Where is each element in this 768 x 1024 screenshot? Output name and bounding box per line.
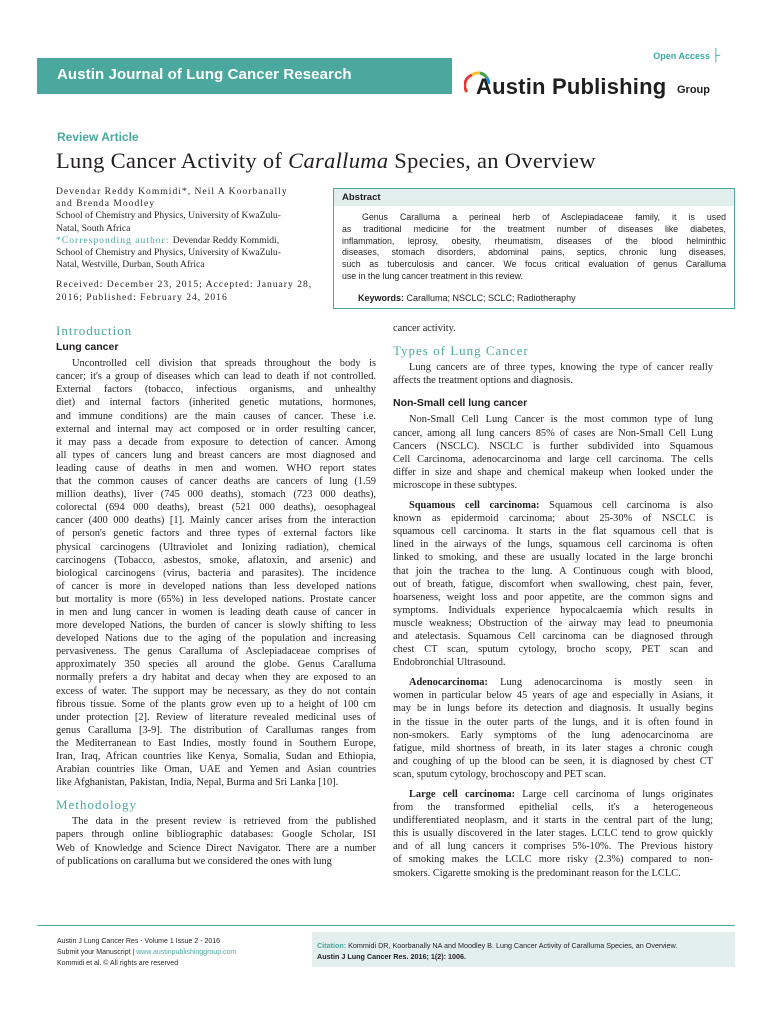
submit-link[interactable]: www.austinpublishinggroup.com: [136, 949, 237, 956]
text-line: Iran, Iraq, African countries like Kenya, Somalia, Sudan and Ethiopia,: [56, 751, 376, 762]
text-line: biological carcinogens (virus, bacteria and parasites). The incidence: [56, 567, 376, 579]
text-line: leading cause of deaths in men and women. WHO report states: [56, 462, 376, 474]
abstract-box: [333, 188, 735, 309]
text-line: Cell Carcinoma, adenocarcinoma and large cell carcinoma. The cells: [393, 453, 713, 465]
abstract-line: Genus Caralluma a perineal herb of Asclepiadaceae family, it is used: [362, 212, 726, 222]
text-line: linked to smoking, and these are usually located in the large bronchi: [393, 552, 713, 564]
text-line: microscope in these subtypes.: [393, 479, 518, 491]
text-line: known as epidermoid carcinoma; about 25-30% of NSCLC is: [393, 513, 713, 525]
text-line: fibrous tissue. Some of the plants grow even up to a height of 100 cm: [56, 698, 376, 710]
text-line: papers through online bibliographic databases: Google Scholar, ISI: [56, 829, 376, 841]
subsection-heading-lung-cancer: Lung cancer: [56, 341, 119, 354]
corresponding-author: *Corresponding author: Devendar Reddy Kommidi,: [56, 234, 280, 246]
squamous-paragraph: [393, 499, 713, 669]
text-line: women in particular below 45 years of age and especially in Asians, it: [393, 690, 713, 702]
text-line: external and internal may act composed or in order resulting cancer,: [56, 423, 376, 435]
corr-address-line: School of Chemistry and Physics, University of KwaZulu-: [56, 247, 281, 259]
section-heading-introduction: Introduction: [56, 323, 133, 338]
text-line: cancer; it's a group of diseases which can lead to death if not controlled.: [56, 371, 376, 383]
abstract-heading: Abstract: [342, 192, 381, 203]
text-line: cancer, among all lung cancers 85% of cases are Non-Small Cell Lung: [393, 427, 713, 439]
text-line: Squamous cell carcinoma: Squamous cell carcinoma is also: [409, 500, 713, 512]
text-line: Uncontrolled cell division that spreads throughout the body is: [72, 358, 376, 370]
dates-line: 2016; Published: February 24, 2016: [56, 291, 228, 303]
intro-paragraph: [56, 357, 376, 789]
text-line: smokers. Cigarette smoking is the predominant reason for the LCLC.: [393, 867, 681, 879]
subsection-heading-nsclc: Non-Small cell lung cancer: [393, 397, 528, 410]
text-line: that the common causes of cancer deaths are cancers of lung (1.59: [56, 476, 376, 488]
text-line: and coughing of up the blood can be seen, it is diagnosed by chest CT: [393, 755, 713, 767]
text-line: Large cell carcinoma: Large cell carcinoma of lungs originates: [409, 789, 713, 800]
text-line: that join the trachea to the lung. A Continuous cough with blood,: [393, 565, 713, 577]
citation-text: Citation: Kommidi DR, Koorbanally NA and Moodley B. Lung Cancer Activity of Caralluma Species, an Overview. Austin J Lung Cancer Res. 2016; 1(2): 1006.: [317, 941, 678, 961]
text-line: non-smokers. Early symptoms of the lung adenocarcinoma are: [393, 729, 713, 741]
text-line: Arabian countries like Oman, UAE and Yemen and Asian countries: [56, 764, 376, 776]
section-heading-types: Types of Lung Cancer: [393, 343, 529, 359]
text-line: scan, sputum cytology, brochoscopy and PET scan.: [393, 768, 606, 780]
text-line: in the tissue in the outer parts of the lungs, and it is often found in: [393, 716, 713, 728]
nsclc-paragraph: [393, 413, 713, 492]
abstract-line: such as tuberculosis and cancer. We focus critical evaluation of genus Caralluma: [342, 259, 726, 270]
keywords: Keywords: Caralluma; NSCLC; SCLC; Radiotheraphy: [358, 293, 576, 303]
text-line: excess of water. The support may be necessary, as they do not contain: [56, 685, 376, 697]
journal-banner: [37, 58, 452, 94]
dates-line: Received: December 23, 2015; Accepted: January 28,: [56, 279, 313, 291]
text-line: External factors (tobacco, infectious organisms, and unhealthy: [56, 384, 376, 396]
text-line: normally prefers a dry habitat and decay when they are exposed to an: [56, 672, 376, 684]
journal-name: Austin Journal of Lung Cancer Research: [57, 66, 352, 83]
publisher-group: Group: [677, 84, 710, 96]
author-line: Devendar Reddy Kommidi*, Neil A Koorbanally: [56, 186, 288, 197]
abstract-line: inflammation, leprosy, obesity, rheumatism, diseases of the blood helminthic: [342, 235, 726, 246]
abstract-line: diseases, stomach disorders, abdominal pains, septics, chronic lung diseases,: [342, 247, 726, 258]
text-line: of cancer is more in developed nations than less developed nations: [56, 580, 376, 592]
text-line: this is usually discovered in the later stages. LCLC tend to grow quickly: [393, 828, 713, 840]
text-line: colorectal (694 000 deaths), breast (521 000 deaths), oesophageal: [56, 502, 376, 514]
text-line: of person's genetic factors and three types of external factors like: [56, 528, 376, 540]
text-line: symptoms. Individuals experience hypocalcaemia which results in: [393, 604, 713, 616]
section-heading-methodology: Methodology: [56, 797, 138, 813]
text-line: chest CT scan, sputum cytology, brocho scopy, PET scan and: [393, 644, 713, 656]
text-line: developed Nations due to the aging of the population and increasing: [56, 633, 376, 645]
text-line: from the transformed epithelial cells, it's a heterogeneous: [393, 802, 713, 814]
article-title: Lung Cancer Activity of Caralluma Species, an Overview: [56, 148, 596, 173]
footer-rule: [37, 925, 735, 926]
left-column: [56, 322, 376, 868]
text-line: the Mediterranean to East Indies, mostly found in Southern Europe,: [56, 737, 376, 749]
article-type: Review Article: [57, 130, 139, 144]
text-line: in men and lung cancer in women is leading death cause of cancer in: [56, 606, 376, 618]
open-access-label: Open Access: [653, 51, 710, 61]
citation-box: [312, 932, 735, 967]
footer-journal-line: Austin J Lung Cancer Res - Volume 1 Issue 2 - 2016: [57, 938, 221, 945]
text-line: physical carcinogens (Ultraviolet and Ionizing radiation), chemical: [56, 541, 376, 553]
text-line: of smoking makes the LCLC more risky (2.3%) compared to non-: [393, 854, 713, 866]
text-line: million deaths), liver (745 000 deaths), stomach (723 000 deaths),: [56, 489, 376, 501]
text-line: pervasiveness. The genus Caralluma of Asclepiadaceae comprises of: [56, 646, 376, 658]
text-line: carcinogens (Tobacco, asbestos, smoke, aflatoxin, and arsenic) and: [56, 554, 376, 566]
author-line: and Brenda Moodley: [56, 198, 155, 210]
text-line: affects the treatment options and diagnosis.: [393, 375, 573, 387]
text-line: The data in the present review is retrieved from the published: [72, 816, 376, 828]
text-line: lined in the airways of the lungs, squamous cell carcinoma is often: [393, 539, 713, 551]
text-line: of publications on caralluma but we considered the ones with lung: [56, 855, 332, 867]
text-line: undifferentiated neoplasm, and it starts in the central part of the lung;: [393, 815, 713, 827]
text-line: under protection [2]. Review of literature revealed medicinal uses of: [56, 711, 376, 723]
text-line: out of breath, fatigue, discomfort when swallowing, chest pain, fever,: [393, 578, 713, 590]
text-line: and of all lung cancers it comprises 5%-10%. The Previous history: [393, 841, 713, 853]
abstract-line: as traditional medicine for the treatment number of diseases like diabetes,: [342, 223, 726, 234]
footer-rights: Kommidi et al. © All rights are reserved: [57, 960, 179, 967]
large-cell-paragraph: [393, 788, 713, 880]
text-line: Lung cancers are of three types, knowing the type of cancer really: [409, 362, 713, 374]
text-line: muscle weakness; Obstruction of the airway may lead to pneumonia: [393, 617, 713, 629]
text-line: and atelectasis. Squamous Cell carcinoma can be diagnosed through: [393, 630, 713, 642]
text-line: squamous cell carcinoma. It starts in the flat squamous cell that is: [393, 526, 713, 538]
footer-info: [57, 936, 236, 969]
adenocarcinoma-paragraph: [393, 676, 713, 781]
text-line: cancer (400 000 deaths) [1]. Mainly cancer arises from the interaction: [56, 515, 376, 527]
text-line: but mortality is more (65%) in less developed nations. Prostate cancer: [56, 593, 376, 605]
text-line: fatigue, mild shortness of breath, in its later stages a chronic cough: [393, 742, 713, 754]
text-line: Web of Knowledge and Science Direct Navigator. There are a number: [56, 842, 376, 854]
text-line: all types of cancers lung and breast cancers are most diagnosed and: [56, 449, 376, 461]
open-lock-icon: ├: [711, 48, 720, 62]
abstract-line: use in the lung cancer treatment in this review.: [342, 270, 523, 281]
affiliation-line: School of Chemistry and Physics, University of KwaZulu-: [56, 210, 281, 222]
publisher-logo: [462, 68, 732, 108]
text-line: and immune conditions) are the main causes of cancer. These i.e.: [56, 410, 376, 422]
text-line: genus Caralluma [3-9]. The distribution of Carallumas ranges from: [56, 724, 376, 736]
author-info: [56, 186, 326, 304]
right-column: [393, 322, 713, 880]
text-line: differ in size and shape and chemical makeup when looked under the: [393, 466, 713, 478]
text-line: approximately 350 species all around the globe. Genus Caralluma: [56, 659, 376, 671]
text-line: it may pass a decade from exposure to detection of cancer. Among: [56, 436, 376, 448]
corr-address-line: Natal, Westville, Durban, South Africa: [56, 259, 205, 271]
types-paragraph: [393, 361, 713, 387]
text-line: like Afghanistan, Pakistan, India, Nepal, Burma and Sri Lanka [10].: [56, 777, 339, 789]
text-line: Endobronchial Ultrasound.: [393, 657, 506, 669]
abstract-header: [334, 189, 734, 206]
affiliation-line: Natal, South Africa: [56, 222, 131, 234]
text-line: Adenocarcinoma: Lung adenocarcinoma is mostly seen in: [409, 677, 713, 689]
text-line: Non-Small Cell Lung Cancer is the most common type of lung: [409, 414, 713, 426]
publisher-name: Austin Publishing: [476, 74, 667, 99]
text-line: hoarseness, weight loss and poor appetite, are the common signs and: [393, 591, 713, 603]
abstract-text: [342, 212, 726, 283]
carry-over-line: cancer activity.: [393, 323, 456, 334]
text-line: may be in lungs before its detection and diagnosis. It usually begins: [393, 703, 713, 715]
footer-submit-line: Submit your Manuscript | www.austinpublishinggroup.com: [57, 949, 237, 956]
text-line: more developed Nations, the burden of cancer is slowly shifting to less: [56, 620, 376, 632]
text-line: diet) and internal factors (inherited genetic mutations, hormones,: [56, 397, 376, 409]
text-line: Cancers (NSCLC). NSCLC is further subdivided into Squamous: [393, 440, 713, 452]
methodology-paragraph: [56, 815, 376, 867]
